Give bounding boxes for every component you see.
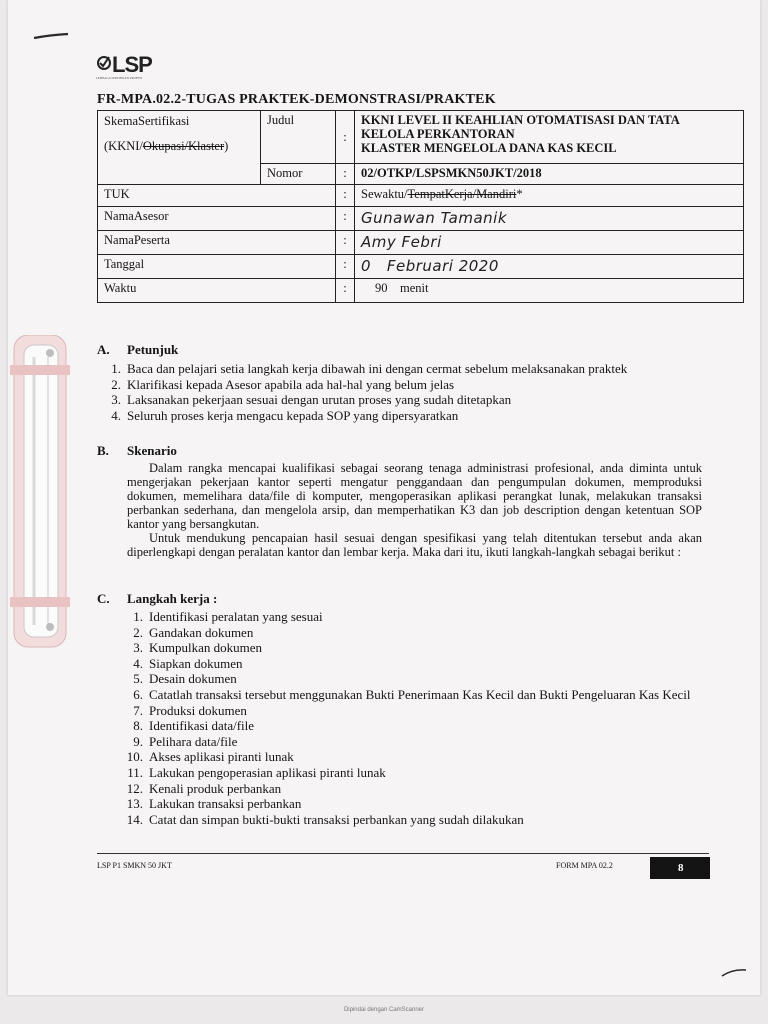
list-item: 5. Desain dokumen bbox=[133, 671, 237, 687]
asesor-label: NamaAsesor bbox=[98, 207, 336, 231]
logo-subtext: LEMBAGA SERTIFIKASI PROFESI bbox=[96, 76, 142, 80]
petunjuk-list bbox=[97, 361, 697, 423]
tanggal-label: Tanggal bbox=[98, 255, 336, 279]
page-number-badge bbox=[650, 857, 710, 879]
skema-label: SkemaSertifikasi bbox=[104, 114, 190, 128]
binder-clip-icon bbox=[10, 335, 70, 650]
list-item: 2. Klarifikasi kepada Asesor apabila ada hal-hal yang belum jelas bbox=[111, 376, 455, 392]
footer-rule bbox=[97, 853, 709, 854]
colon: : bbox=[336, 231, 355, 255]
petunjuk-section bbox=[97, 342, 697, 423]
colon: : bbox=[336, 164, 355, 185]
logo-text: LSP bbox=[112, 52, 152, 77]
tanggal-value: 0 Februari 2020 bbox=[355, 255, 744, 279]
list-item: 7. Produksi dokumen bbox=[133, 702, 247, 718]
nomor-label: Nomor bbox=[261, 164, 336, 185]
list-item: 11. Lakukan pengoperasian aplikasi piranti lunak bbox=[127, 764, 386, 780]
tuk-value: Sewaktu/TempatKerja/Mandiri* bbox=[355, 185, 744, 207]
peserta-label: NamaPeserta bbox=[98, 231, 336, 255]
list-item: 6. Catatlah transaksi tersebut menggunakan Bukti Penerimaan Kas Kecil dan Bukti Pengeluaran Kas Kecil bbox=[133, 686, 691, 702]
asesor-value: Gunawan Tamanik bbox=[355, 207, 744, 231]
list-item: 13. Lakukan transaksi perbankan bbox=[126, 796, 302, 812]
judul-value: KKNI LEVEL II KEAHLIAN OTOMATISASI DAN TATA KELOLA PERKANTORAN KLASTER MENGELOLA DANA KAS KECIL bbox=[355, 111, 744, 164]
list-item: 1. Identifikasi peralatan yang sesuai bbox=[133, 609, 323, 624]
waktu-label: Waktu bbox=[98, 279, 336, 303]
colon: : bbox=[336, 207, 355, 231]
section-heading: A. Petunjuk bbox=[97, 342, 179, 357]
pen-mark bbox=[30, 28, 75, 44]
peserta-value: Amy Febri bbox=[355, 231, 744, 255]
list-item: 3. Kumpulkan dokumen bbox=[133, 640, 263, 656]
scan-credit: Dipindai dengan CamScanner bbox=[343, 1007, 425, 1013]
judul-label: Judul bbox=[261, 111, 336, 164]
list-item: 3. Laksanakan pekerjaan sesuai dengan urutan proses yang sudah ditetapkan bbox=[111, 392, 512, 408]
tuk-label: TUK bbox=[98, 185, 336, 207]
langkah-section bbox=[97, 591, 702, 827]
skema-cell bbox=[98, 111, 261, 185]
skenario-paragraph-2: Untuk mendukung pencapaian hasil sesuai dengan spesifikasi yang telah ditentukan tersebut anda akan diperlengkapi dengan peralatan kantor dan lembar kerja. Maka dari itu, ikuti langkah-langkah sebagai berikut : bbox=[127, 531, 702, 559]
list-item: 14. Catat dan simpan bukti-bukti transaksi perbankan yang sudah dilakukan bbox=[126, 811, 524, 827]
langkah-list bbox=[119, 609, 702, 827]
list-item: 10. Akses aplikasi piranti lunak bbox=[126, 749, 294, 765]
colon: : bbox=[336, 279, 355, 303]
list-item: 4. Siapkan dokumen bbox=[133, 655, 243, 671]
colon: : bbox=[336, 185, 355, 207]
nomor-value: 02/OTKP/LSPSMKN50JKT/2018 bbox=[355, 164, 744, 185]
list-item: 1. Baca dan pelajari setia langkah kerja dibawah ini dengan cermat sebelum melaksanakan praktek bbox=[111, 361, 628, 376]
list-item: 2. Gandakan dokumen bbox=[133, 624, 254, 640]
section-heading: B. Skenario bbox=[97, 443, 177, 458]
pen-mark bbox=[720, 966, 750, 980]
form-title: FR-MPA.02.2-TUGAS PRAKTEK-DEMONSTRASI/PRAKTEK bbox=[97, 92, 496, 107]
footer-right: FORM MPA 02.2 bbox=[556, 861, 613, 870]
colon: : bbox=[336, 111, 355, 164]
waktu-value: 90 menit bbox=[355, 279, 744, 303]
info-table bbox=[97, 110, 744, 303]
section-heading: C. Langkah kerja : bbox=[97, 591, 218, 606]
skenario-section bbox=[97, 443, 702, 559]
kkni-label: (KKNI/Okupasi/Klaster) bbox=[104, 139, 229, 153]
list-item: 9. Pelihara data/file bbox=[133, 733, 238, 749]
skenario-body bbox=[127, 461, 702, 559]
list-item: 8. Identifikasi data/file bbox=[133, 718, 255, 734]
colon: : bbox=[336, 255, 355, 279]
page-number: 8 bbox=[678, 862, 684, 874]
list-item: 4. Seluruh proses kerja mengacu kepada SOP yang dipersyaratkan bbox=[111, 407, 459, 423]
footer-left: LSP P1 SMKN 50 JKT bbox=[97, 861, 172, 870]
list-item: 12. Kenali produk perbankan bbox=[126, 780, 282, 796]
skenario-paragraph-1: Dalam rangka mencapai kualifikasi sebagai seorang tenaga administrasi profesional, anda diminta untuk mengerjakan pekerjaan kantor seperti mengatur penggandaan dan pengumpulan dokumen, memproduksi dokumen, memelihara data/file di komputer, mengoperasikan aplikasi perangkat lunak, melakukan transaksi perbankan sederhana, dan mengelola arsip, dan memperhatikan K3 dan job description dengan ketentuan SOP kantor yang bersangkutan. bbox=[127, 461, 702, 531]
